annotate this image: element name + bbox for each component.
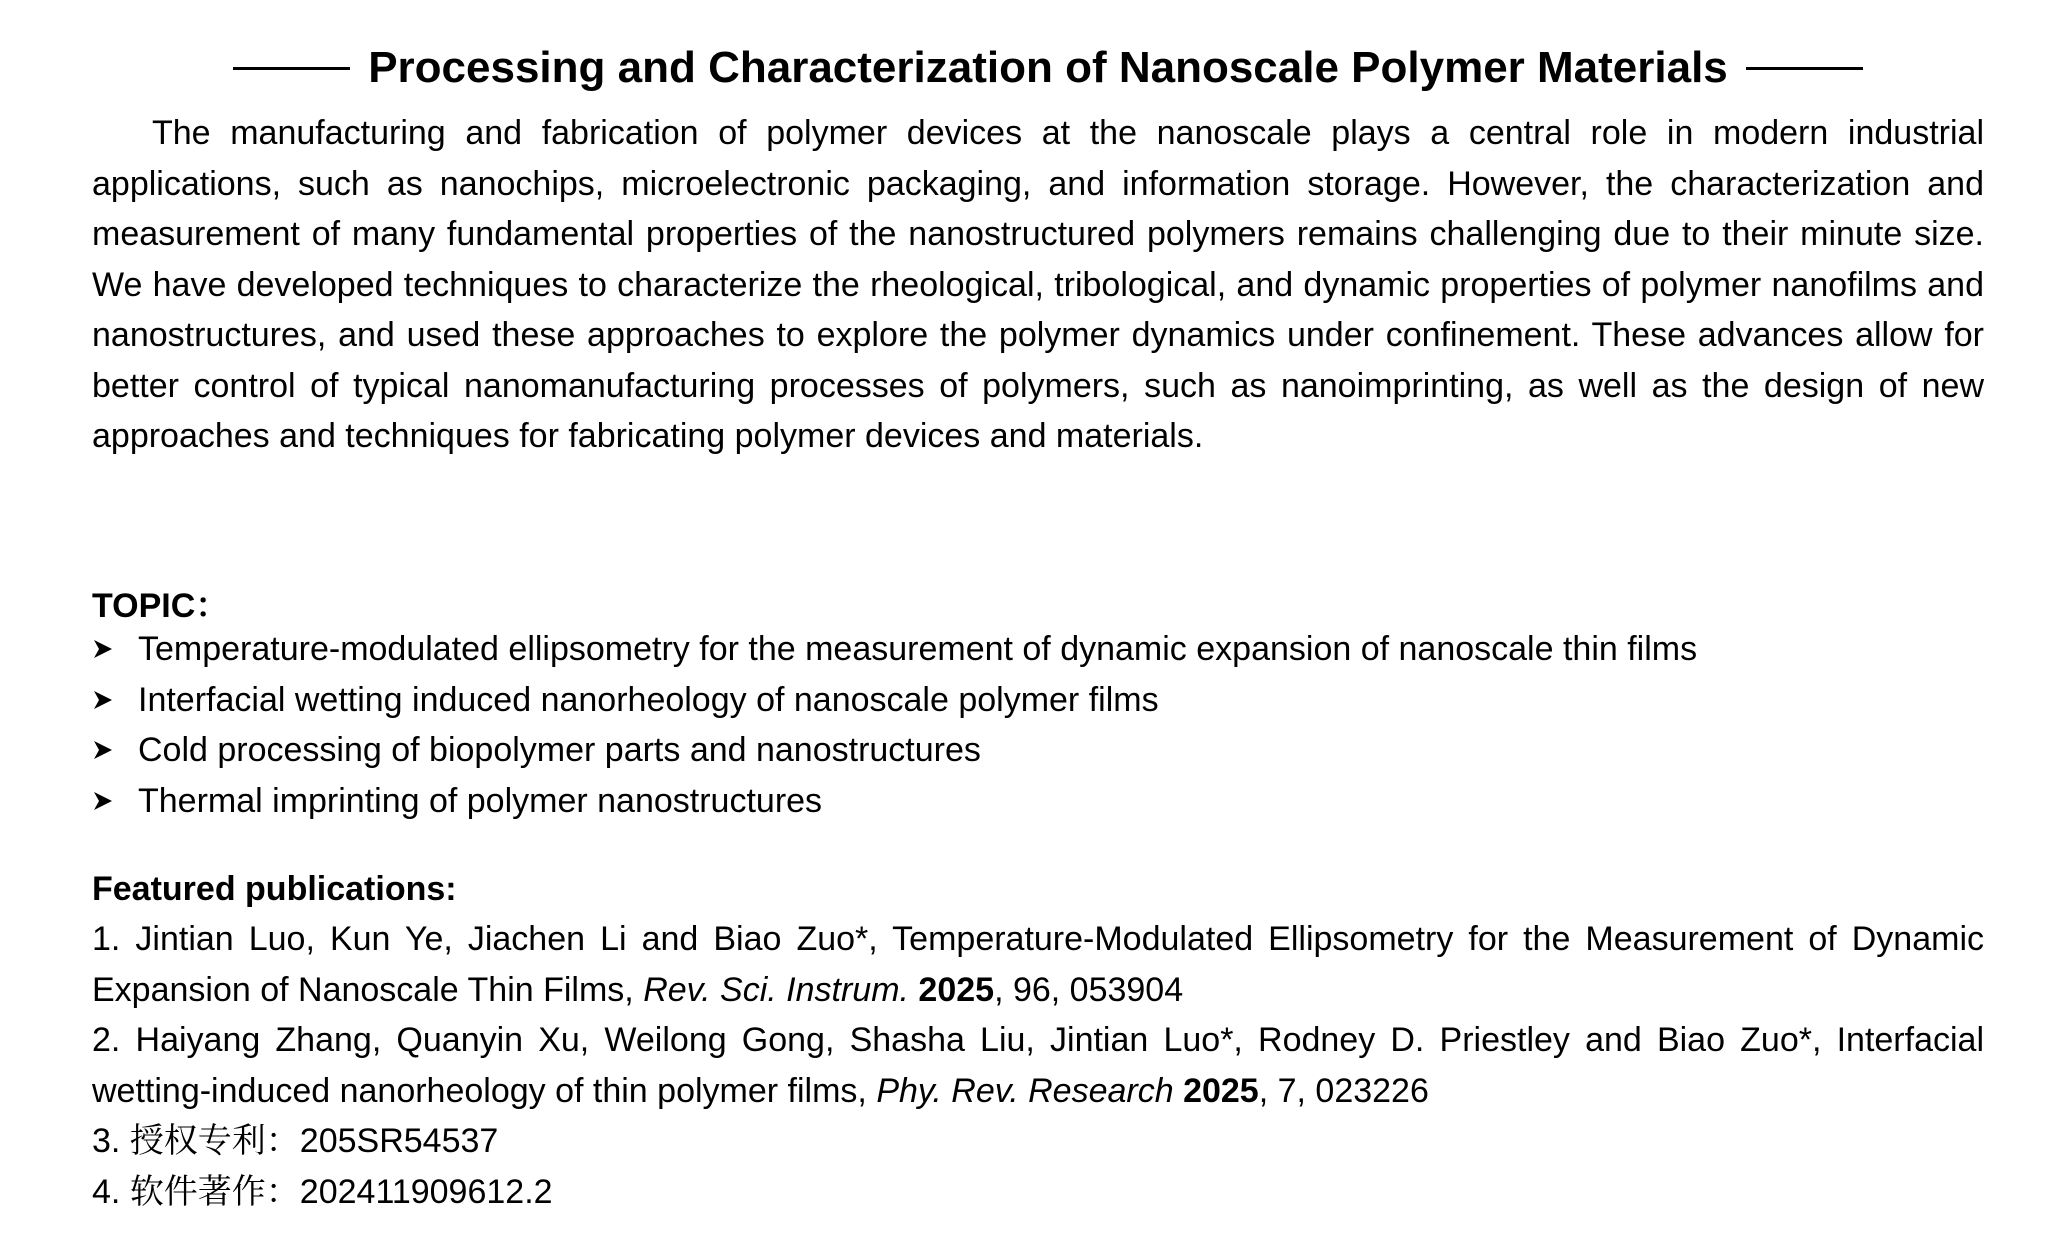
publication-item — [92, 914, 1984, 1015]
title-right-rule — [1746, 67, 1863, 70]
arrowhead-bullet-icon — [92, 638, 138, 660]
topic-item — [92, 776, 1984, 827]
title-left-rule — [233, 67, 350, 70]
publication-item — [92, 1015, 1984, 1116]
arrowhead-bullet-icon — [92, 790, 138, 812]
publication-year: 2025 — [1183, 1071, 1259, 1110]
publication-text: 授权专利：205SR54537 — [129, 1122, 499, 1160]
publication-number: 4. — [92, 1172, 130, 1211]
arrowhead-bullet-icon — [92, 689, 138, 711]
publication-item — [92, 1116, 1984, 1167]
topic-item — [92, 725, 1984, 776]
topic-text: Cold processing of biopolymer parts and nanostructures — [138, 731, 981, 769]
publication-number: 1. — [92, 920, 136, 958]
publication-details: , 7, 023226 — [1258, 1071, 1429, 1110]
publication-authors: Jintian Luo, Kun Ye, Jiachen Li and Biao Zuo*, — [135, 920, 893, 958]
publication-year: 2025 — [918, 970, 995, 1009]
intro-paragraph: The manufacturing and fabrication of polymer devices at the nanoscale plays a central role in modern industrial applications, such as nanochips, microelectronic packaging, and information storage. However, the characterization and measurement of many fundamental properties of the nanostructured polymers remains challenging due to their minute size. We have developed techniques to characterize the rheological, tribological, and dynamic properties of polymer nanofilms and nanostructures, and used these approaches to explore the polymer dynamics under confinement. These advances allow for better control of typical nanomanufacturing processes of polymers, such as nanoimprinting, as well as the design of new approaches and techniques for fabricating polymer devices and materials. — [92, 114, 1984, 455]
topic-item — [92, 624, 1984, 675]
publication-number: 2. — [92, 1021, 136, 1059]
arrowhead-bullet-icon — [92, 739, 138, 761]
publication-title: Interfacial wetting-induced nanorheology of thin polymer films, — [92, 1021, 1984, 1110]
publications-heading: Featured publications: — [92, 870, 457, 908]
publication-journal: Rev. Sci. Instrum. — [643, 970, 909, 1009]
topic-item — [92, 675, 1984, 726]
topic-text: Temperature-modulated ellipsometry for the measurement of dynamic expansion of nanoscale thin films — [138, 630, 1698, 668]
topic-heading: TOPIC： — [92, 587, 230, 625]
publication-item — [92, 1167, 1984, 1218]
publications-list — [92, 914, 1984, 1217]
topic-text: Thermal imprinting of polymer nanostructures — [138, 781, 823, 820]
publication-details: , 96, 053904 — [994, 970, 1184, 1009]
publication-text: 软件著作：202411909612.2 — [129, 1172, 553, 1211]
publication-title: Temperature-Modulated Ellipsometry for the Measurement of Dynamic Expansion of Nanoscale Thin Films, — [92, 920, 1984, 1009]
page-title: Processing and Characterization of Nanoscale Polymer Materials — [368, 43, 1728, 92]
publication-number: 3. — [92, 1122, 130, 1160]
title-row — [148, 36, 1948, 100]
publication-authors: Haiyang Zhang, Quanyin Xu, Weilong Gong, Shasha Liu, Jintian Luo*, Rodney D. Priestley and Biao Zuo*, — [135, 1021, 1837, 1059]
topic-list — [92, 624, 1984, 826]
publication-journal: Phy. Rev. Research — [876, 1071, 1174, 1110]
topic-text: Interfacial wetting induced nanorheology of nanoscale polymer films — [138, 680, 1159, 719]
